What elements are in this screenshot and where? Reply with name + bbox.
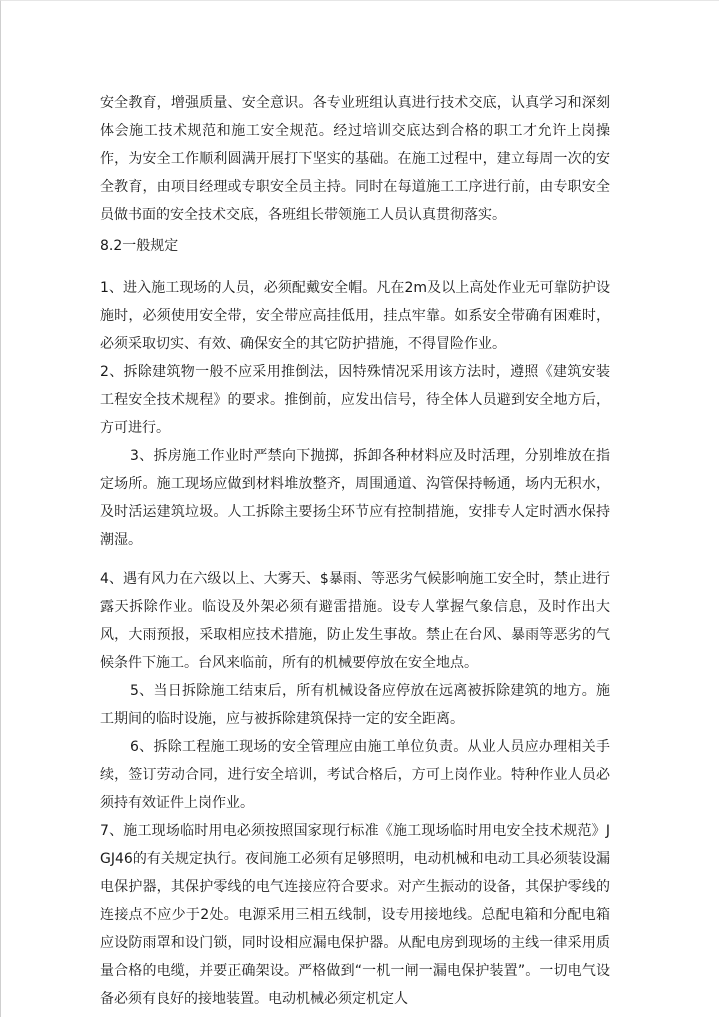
rule-2-demolition-method: 2、拆除建筑物一般不应采用推倒法，因特殊情况采用该方法时，遵照《建筑安装工程安全技术规程》的要求。推倒前，应发出信号，待全体人员避到安全地方后，方可进行。 xyxy=(100,364,610,436)
rule-3-material-handling: 3、拆房施工作业时严禁向下抛掷，拆卸各种材料应及时活理，分别堆放在指定场所。施工现场应做到材料堆放整齐，周围通道、沟管保持畅通，场内无积水，及时活运建筑垃圾。人工拆除主要扬尘环节应有控制措施，安排专人定时洒水保持潮湿。 xyxy=(100,448,610,548)
rule-5-equipment-parking: 5、当日拆除施工结束后，所有机械设备应停放在远离被拆除建筑的地方。施工期间的临时设施，应与被拆除建筑保持一定的安全距离。 xyxy=(100,683,610,727)
rule-7-temporary-power: 7、施工现场临时用电必须按照国家现行标准《施工现场临时用电安全技术规范》JGJ46的有关规定执行。夜间施工必须有足够照明，电动机械和电动工具必须装设漏电保护器，其保护零线的电气连接应符合要求。对产生振动的设备，其保护零线的连接点不应少于2处。电源采用三相五线制，设专用接地线。总配电箱和分配电箱应设防雨罩和设门锁，同时设相应漏电保护器。从配电房到现场的主线一律采用质量合格的电缆，并要正确架设。严格做到“一机一闸一漏电保护装置”。一切电气设备必须有良好的接地装置。电动机械必须定机定人 xyxy=(100,823,610,1007)
paragraph-safety-education: 安全教育，增强质量、安全意识。各专业班组认真进行技术交底，认真学习和深刻体会施工技术规范和施工安全规范。经过培训交底达到合格的职工才允许上岗操作，为安全工作顺利圆满开展打下坚实的基础。在施工过程中，建立每周一次的安全教育，由项目经理或专职安全员主持。同时在每道施工工序进行前，由专职安全员做书面的安全技术交底，各班组长带领施工人员认真贯彻落实。 xyxy=(100,95,610,223)
document-body xyxy=(100,89,610,1013)
rule-1-helmet: 1、进入施工现场的人员，必须配戴安全帽。凡在2m及以上高处作业无可靠防护设施时，必须使用安全带，安全带应高挂低用，挂点牢靠。如系安全带确有困难时，必须采取切实、有效、确保安全的其它防护措施，不得冒险作业。 xyxy=(100,280,610,352)
section-heading-8-2: 8.2一般规定 xyxy=(100,238,179,254)
rule-6-site-management: 6、拆除工程施工现场的安全管理应由施工单位负责。从业人员应办理相关手续，签订劳动合同，进行安全培训，考试合格后，方可上岗作业。特种作业人员必须持有效证件上岗作业。 xyxy=(100,739,610,811)
rule-4-weather: 4、遇有风力在六级以上、大雾天、$暴雨、等恶劣气候影响施工安全时，禁止进行露天拆除作业。临设及外架必须有避雷措施。设专人掌握气象信息，及时作出大风，大雨预报，采取相应技术措施，防止发生事故。禁止在台风、暴雨等恶劣的气候条件下施工。台风来临前，所有的机械要停放在安全地点。 xyxy=(100,571,610,671)
